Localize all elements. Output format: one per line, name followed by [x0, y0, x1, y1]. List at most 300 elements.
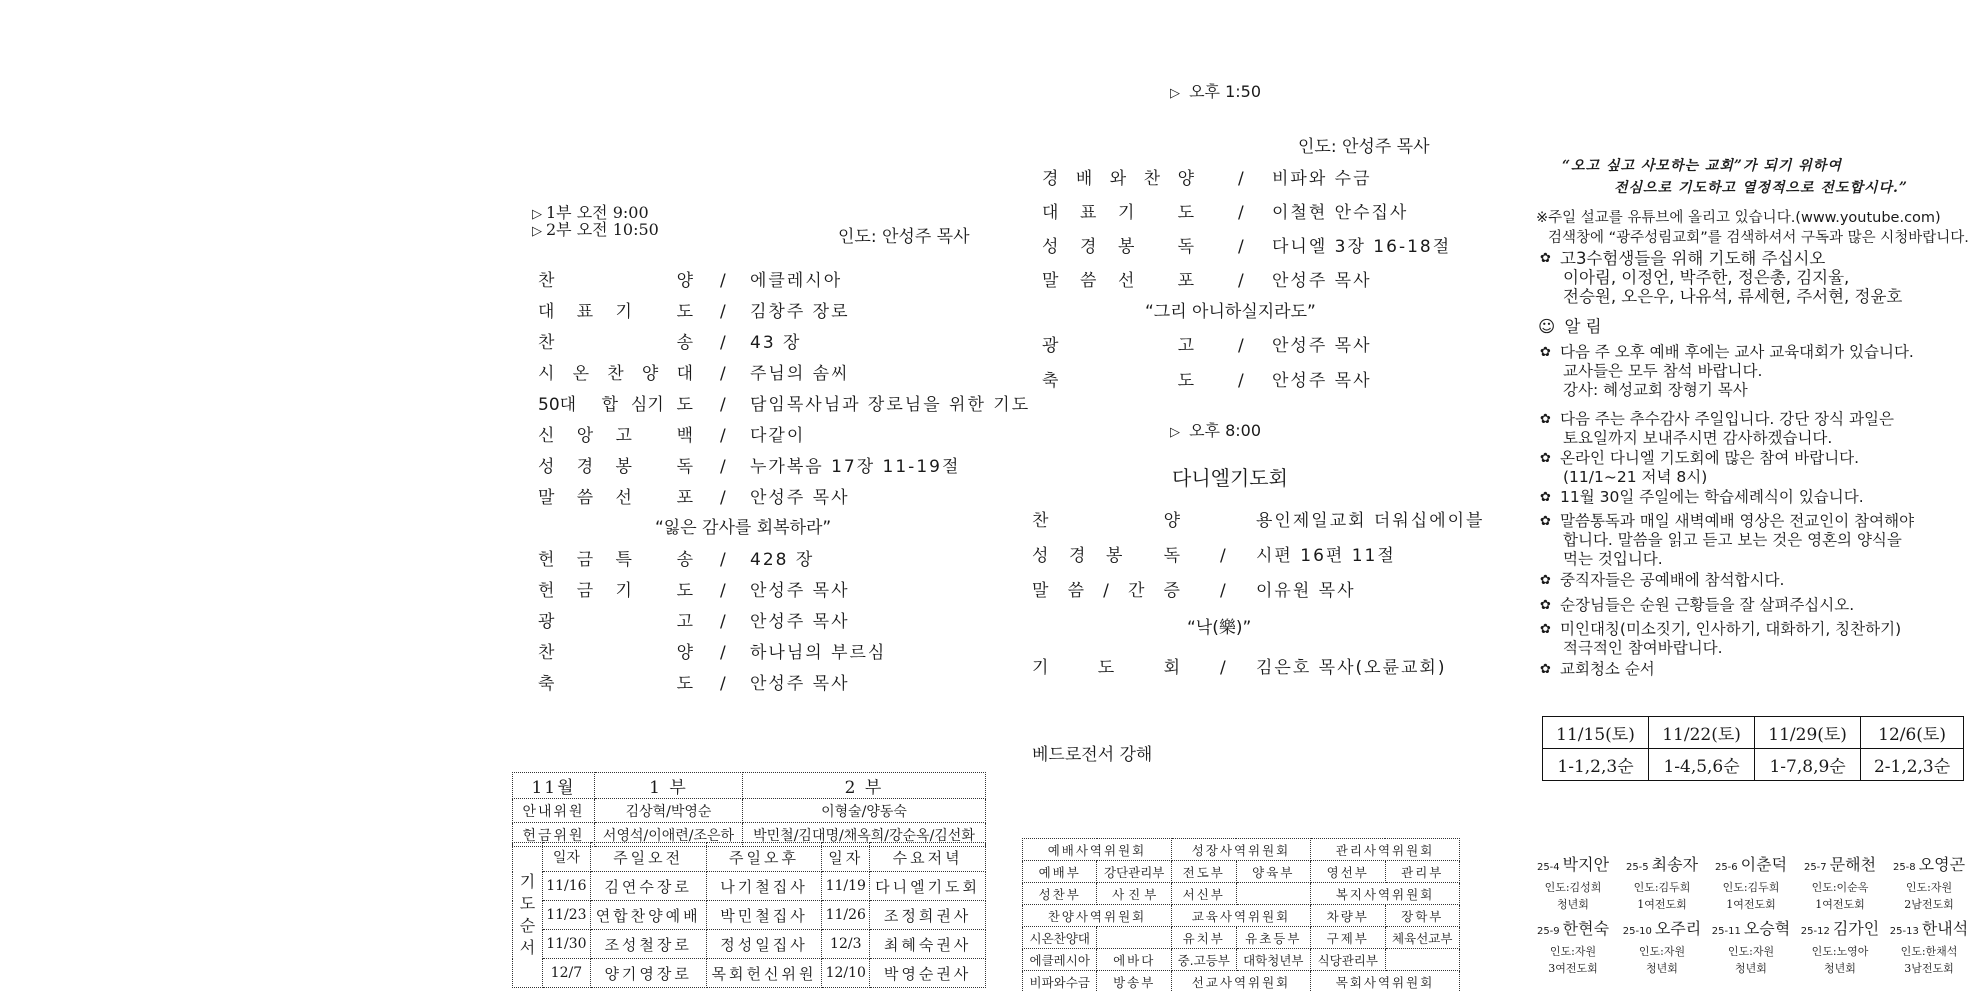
committee-cell: 예배사역위원회 — [1023, 839, 1172, 861]
label-char: 찬 — [538, 271, 555, 291]
separator: / — [720, 395, 726, 415]
announcement-text — [1560, 488, 1864, 507]
committee-cell: 목회사역위원회 — [1311, 971, 1460, 992]
triangle-right-icon: ▷ — [1170, 86, 1180, 101]
order-label — [538, 423, 693, 449]
separator: / — [720, 612, 726, 632]
separator: / — [720, 488, 726, 508]
member-group: 3여전도회 — [1548, 962, 1598, 975]
table-cell: 12/10 — [822, 959, 870, 988]
label-char: 대 — [676, 364, 693, 384]
table-cell: 나기철집사 — [706, 872, 822, 901]
label-char: 대 — [538, 302, 555, 322]
table-cell: 박영순권사 — [870, 959, 986, 988]
duty-role: 안내위원 — [513, 799, 595, 823]
flower-bullet-icon: ✿ — [1540, 662, 1551, 677]
member-guide: 인도:이순옥 — [1811, 881, 1869, 894]
order-row — [538, 547, 988, 573]
label-char: 봉 — [615, 457, 632, 477]
announcement-line: 온라인 다니엘 기도회에 많은 참여 바랍니다. — [1560, 449, 1860, 467]
afternoon-time — [1170, 83, 1261, 103]
order-value: 43 장 — [750, 333, 802, 353]
table-cell: 정성일집사 — [706, 930, 822, 959]
triangle-right-icon: ▷ — [532, 224, 542, 239]
table-cell: 김연수장로 — [590, 872, 706, 901]
member-name: 오승혁 — [1743, 919, 1791, 938]
flower-bullet-icon: ✿ — [1540, 345, 1551, 360]
table-cell: 최혜숙권사 — [870, 930, 986, 959]
label-char: 독 — [676, 457, 693, 477]
order-value: 안성주 목사 — [750, 674, 850, 694]
label-char: 시 — [538, 364, 555, 384]
committee-cell: 예배부 — [1023, 861, 1097, 883]
label-char: 50대 — [538, 395, 577, 415]
order-row — [1042, 268, 1462, 294]
announcement-line: 11월 30일 주일에는 학습세례식이 있습니다. — [1560, 488, 1864, 506]
member-number: 25-6 — [1714, 862, 1738, 873]
committee-cell: 구제부 — [1311, 927, 1385, 949]
announcement-line: 중직자들은 공예배에 참석합시다. — [1560, 571, 1785, 589]
prayer-request-title: 고3수험생들을 위해 기도해 주십시오 — [1560, 249, 1826, 268]
order-row — [538, 640, 988, 666]
order-value: 안성주 목사 — [1272, 271, 1372, 291]
separator: / — [1220, 658, 1226, 678]
order-label — [1042, 166, 1194, 192]
order-label — [538, 640, 693, 666]
triangle-right-icon: ▷ — [1170, 425, 1180, 440]
order-value: 김은호 목사(오륜교회) — [1256, 658, 1447, 678]
label-char: 말 — [1032, 581, 1049, 601]
label-char: 도 — [676, 395, 693, 415]
order-label — [538, 578, 693, 604]
table-cell: 조성철장로 — [590, 930, 706, 959]
flower-bullet-icon: ✿ — [1540, 514, 1551, 529]
label-char: 회 — [1163, 658, 1180, 678]
order-row — [1042, 333, 1462, 359]
order-label — [538, 671, 693, 697]
label-char: 봉 — [1106, 546, 1123, 566]
committee-cell: 복지사역위원회 — [1311, 883, 1460, 905]
label-char: 씀 — [1067, 581, 1084, 601]
label-char: 백 — [676, 426, 693, 446]
table-row — [1023, 861, 1460, 883]
label-char: 기 — [615, 581, 632, 601]
member-name: 한내석 — [1921, 919, 1969, 938]
prayer-request-names: 이아림, 이정언, 박주한, 정은총, 김지율, — [1563, 268, 1850, 287]
committee-cell: 영선부 — [1311, 861, 1385, 883]
smiley-icon: ☺ — [1538, 317, 1556, 336]
order-row — [538, 578, 988, 604]
announcement-text — [1560, 449, 1859, 487]
label-char: 경 — [1069, 546, 1086, 566]
separator: / — [720, 364, 726, 384]
prayer-schedule-table — [512, 842, 986, 988]
prayer-side-label: 기 도 순 서 — [513, 843, 543, 988]
member-group: 청년회 — [1735, 962, 1767, 975]
duty-month: 11월 — [513, 773, 595, 799]
order-value: 비파와 수금 — [1272, 169, 1372, 189]
order-value: 다같이 — [750, 426, 806, 446]
order-value: 시편 16편 11절 — [1256, 546, 1396, 566]
label-char: 도 — [1177, 203, 1194, 223]
new-member-card — [1619, 854, 1705, 913]
member-number: 25-8 — [1892, 862, 1916, 873]
announcement-line: 다음 주 오후 예배 후에는 교사 교육대회가 있습니다. — [1560, 343, 1914, 361]
member-number: 25-9 — [1536, 926, 1560, 937]
order-value: 하나님의 부르심 — [750, 643, 887, 663]
committee-cell: 전도부 — [1171, 861, 1236, 883]
member-guide: 인도:자원 — [1905, 881, 1953, 894]
label-char: 송 — [676, 550, 693, 570]
table-row — [513, 901, 986, 930]
table-row — [1023, 949, 1460, 971]
flower-bullet-icon: ✿ — [1540, 598, 1551, 613]
member-number: 25-13 — [1889, 926, 1919, 937]
duty-col1: 1 부 — [595, 773, 743, 799]
announcement-text — [1560, 571, 1784, 590]
label-char: 찬 — [538, 333, 555, 353]
order-label — [538, 485, 693, 511]
label-char: 광 — [1042, 336, 1059, 356]
announcement-line: 먹는 것입니다. — [1563, 550, 1663, 568]
member-name-line — [1886, 854, 1972, 879]
header-date: 일자 — [543, 843, 591, 872]
separator: / — [720, 426, 726, 446]
announcement-line: (11/1~21 저녁 8시) — [1563, 468, 1708, 486]
separator: / — [720, 302, 726, 322]
flower-bullet-icon: ✿ — [1540, 573, 1551, 588]
member-group: 2남전도회 — [1904, 898, 1954, 911]
member-name: 김가인 — [1832, 919, 1880, 938]
order-label — [538, 547, 693, 573]
table-cell: 연합찬양예배 — [590, 901, 706, 930]
label-char: 증 — [1163, 581, 1180, 601]
label-char: 씀 — [576, 488, 594, 508]
label-char: 고 — [676, 612, 693, 632]
order-row — [1032, 508, 1485, 534]
announcement-line: 합니다. 말씀을 읽고 듣고 보는 것은 영혼의 양식을 — [1563, 531, 1902, 549]
announcements-title: 알 림 — [1564, 317, 1602, 336]
separator: / — [1220, 546, 1226, 566]
label-char: 경 — [1042, 169, 1059, 189]
label-char: 표 — [1080, 203, 1097, 223]
order-value: 안성주 목사 — [1272, 336, 1372, 356]
time-text: 1부 오전 9:00 — [546, 203, 649, 222]
announcement-text — [1560, 512, 1914, 569]
table-cell: 12/3 — [822, 930, 870, 959]
member-guide: 인도:김두희 — [1722, 881, 1780, 894]
label-char: 성 — [1042, 237, 1059, 257]
member-guide: 인도:자원 — [1727, 945, 1775, 958]
announcement-line: 미인대칭(미소짓기, 인사하기, 대화하기, 칭찬하기) — [1560, 620, 1902, 638]
label-char: 헌 — [538, 581, 555, 601]
member-name-line — [1886, 918, 1972, 943]
announcement-line: 적극적인 참여바랍니다. — [1563, 639, 1723, 657]
prayer-request-names: 전승원, 오은우, 나유석, 류세현, 주서현, 정윤호 — [1563, 287, 1903, 306]
header-sunday-pm: 주일오후 — [706, 843, 822, 872]
order-row — [538, 330, 988, 356]
label-char: 찬 — [1032, 511, 1049, 531]
order-value: 안성주 목사 — [750, 612, 850, 632]
separator: / — [720, 333, 726, 353]
committee-cell: 성찬부 — [1023, 883, 1097, 905]
committee-cell — [1385, 949, 1460, 971]
new-member-card — [1797, 854, 1883, 913]
table-row — [1023, 905, 1460, 927]
order-row — [538, 671, 988, 697]
order-row — [538, 454, 988, 480]
order-row — [538, 268, 988, 294]
order-value: 에클레시아 — [750, 271, 843, 291]
cleaning-date: 11/15(토) — [1543, 717, 1649, 749]
member-name-line — [1797, 918, 1883, 943]
order-row — [1032, 543, 1462, 569]
motto-line-2: 전심으로 기도하고 열정적으로 전도합시다.” — [1614, 180, 1908, 196]
duty-table — [512, 772, 986, 847]
announcement-line: 강사: 혜성교회 장형기 목사 — [1563, 381, 1748, 399]
morning-time-2 — [532, 221, 659, 241]
order-label — [538, 299, 693, 325]
member-number: 25-5 — [1625, 862, 1649, 873]
order-row — [538, 485, 988, 511]
separator: / — [720, 643, 726, 663]
label-char: 경 — [576, 457, 594, 477]
label-char: 특 — [615, 550, 632, 570]
separator: / — [720, 581, 726, 601]
label-char: 축 — [538, 674, 555, 694]
committee-cell: 사 진 부 — [1097, 883, 1171, 905]
label-char: 찬 — [538, 643, 555, 663]
cleaning-date: 11/29(토) — [1755, 717, 1861, 749]
member-guide: 인도:김성희 — [1544, 881, 1602, 894]
committee-cell — [1236, 883, 1310, 905]
committee-cell: 관리사역위원회 — [1311, 839, 1460, 861]
label-char: 도 — [1177, 371, 1194, 391]
order-value: 주님의 솜씨 — [750, 364, 850, 384]
table-cell: 11/30 — [543, 930, 591, 959]
label-char: 광 — [538, 612, 555, 632]
order-label — [538, 454, 693, 480]
member-group: 청년회 — [1646, 962, 1678, 975]
cleaning-group: 1-4,5,6순 — [1649, 749, 1755, 781]
order-label — [1042, 234, 1194, 260]
label-char: 말 — [538, 488, 555, 508]
table-cell: 양기영장로 — [590, 959, 706, 988]
announcement-text — [1560, 660, 1655, 679]
time-text: 오후 1:50 — [1189, 82, 1262, 101]
label-char: 대 — [1042, 203, 1059, 223]
order-value: 김창주 장로 — [750, 302, 850, 322]
order-label — [1042, 268, 1194, 294]
member-guide: 인도:김두희 — [1633, 881, 1691, 894]
label-char: 말 — [1042, 271, 1059, 291]
label-char: 배 — [1075, 169, 1093, 189]
order-label — [1042, 200, 1194, 226]
cleaning-group: 1-1,2,3순 — [1543, 749, 1649, 781]
member-guide: 인도:노영아 — [1811, 945, 1869, 958]
flower-bullet-icon: ✿ — [1540, 622, 1551, 637]
member-name: 오영곤 — [1918, 855, 1966, 874]
separator: / — [1238, 237, 1244, 257]
label-char: 선 — [615, 488, 632, 508]
committee-cell: 에클레시아 — [1023, 949, 1097, 971]
new-member-card — [1530, 918, 1616, 977]
time-text: 오후 8:00 — [1189, 421, 1262, 440]
member-group: 1여전도회 — [1726, 898, 1776, 911]
committee-cell: 성장사역위원회 — [1171, 839, 1310, 861]
table-row — [513, 930, 986, 959]
label-char: 씀 — [1080, 271, 1097, 291]
new-member-card — [1619, 918, 1705, 977]
announcement-line: 순장님들은 순원 근황들을 잘 살펴주십시오. — [1560, 596, 1855, 614]
morning-sermon-title: “잃은 감사를 회복하라” — [655, 518, 832, 538]
table-cell: 다니엘기도회 — [870, 872, 986, 901]
table-row — [1023, 927, 1460, 949]
header-wednesday: 수요저녁 — [870, 843, 986, 872]
order-value: 용인제일교회 더워십에이블 — [1256, 511, 1485, 531]
member-number: 25-4 — [1536, 862, 1560, 873]
label-char: 독 — [1177, 237, 1194, 257]
label-char: 간 — [1127, 581, 1145, 601]
member-guide: 인도:한채석 — [1900, 945, 1958, 958]
member-name-line — [1708, 854, 1794, 879]
label-char: 성 — [1032, 546, 1049, 566]
header-date-2: 일자 — [822, 843, 870, 872]
cleaning-group: 2-1,2,3순 — [1861, 749, 1964, 781]
label-char: 찬 — [607, 364, 624, 384]
order-row — [1032, 578, 1462, 604]
announcement-text — [1560, 343, 1914, 400]
member-number: 25-7 — [1803, 862, 1827, 873]
label-char: 양 — [641, 364, 659, 384]
order-row — [538, 392, 1031, 418]
label-char: 양 — [1163, 511, 1180, 531]
separator: / — [720, 457, 726, 477]
separator: / — [1238, 169, 1244, 189]
committee-cell: 교육사역위원회 — [1171, 905, 1310, 927]
member-name: 박지안 — [1562, 855, 1610, 874]
label-char: 기 — [615, 302, 632, 322]
label-char: 표 — [576, 302, 594, 322]
committee-cell: 관리부 — [1385, 861, 1460, 883]
order-label — [1032, 578, 1180, 604]
member-guide: 인도:자원 — [1638, 945, 1686, 958]
member-name-line — [1530, 854, 1616, 879]
member-group: 1여전도회 — [1815, 898, 1865, 911]
flower-bullet-icon: ✿ — [1540, 451, 1551, 466]
table-cell: 박민철집사 — [706, 901, 822, 930]
member-guide: 인도:자원 — [1549, 945, 1597, 958]
announcement-line: 토요일까지 보내주시면 감사하겠습니다. — [1563, 429, 1833, 447]
committee-cell: 서신부 — [1171, 883, 1236, 905]
committee-cell: 차량부 — [1311, 905, 1385, 927]
evening-time — [1170, 422, 1261, 442]
duty-first: 서영석/이애련/조은하 — [595, 823, 743, 847]
label-char: 포 — [676, 488, 693, 508]
member-name: 문해천 — [1829, 855, 1877, 874]
order-row — [1032, 655, 1462, 681]
morning-leader: 인도: 안성주 목사 — [838, 227, 970, 247]
evening-sermon-title: “낙(樂)” — [1187, 618, 1252, 638]
label-char: 선 — [1118, 271, 1135, 291]
new-member-card — [1886, 918, 1972, 977]
committee-table — [1022, 838, 1460, 992]
separator: / — [720, 550, 726, 570]
label-char: 도 — [676, 302, 693, 322]
label-char: 기 — [1032, 658, 1049, 678]
table-row — [513, 872, 986, 901]
committee-cell: 유치부 — [1171, 927, 1236, 949]
order-label — [538, 330, 693, 356]
separator: / — [720, 674, 726, 694]
order-label — [1032, 543, 1180, 569]
triangle-right-icon: ▷ — [532, 207, 542, 222]
time-text: 2부 오전 10:50 — [546, 220, 659, 239]
duty-second: 이형술/양동숙 — [743, 799, 986, 823]
youtube-line-1: ※주일 설교를 유튜브에 올리고 있습니다.(www.youtube.com) — [1536, 210, 1941, 226]
order-label — [538, 268, 693, 294]
flower-bullet-icon: ✿ — [1540, 412, 1551, 427]
duty-role: 헌금위원 — [513, 823, 595, 847]
order-label — [1042, 368, 1194, 394]
table-row — [1023, 971, 1460, 992]
header-sunday-am: 주일오전 — [590, 843, 706, 872]
member-name-line — [1619, 854, 1705, 879]
announcement-line: 교사들은 모두 참석 바랍니다. — [1563, 362, 1763, 380]
committee-cell: 식당관리부 — [1311, 949, 1385, 971]
duty-col2: 2 부 — [743, 773, 986, 799]
member-name: 이춘덕 — [1740, 855, 1788, 874]
label-char: 독 — [1163, 546, 1180, 566]
announcement-line: 말씀통독과 매일 새벽예배 영상은 전교인이 참여해야 — [1560, 512, 1915, 530]
committee-cell: 찬양사역위원회 — [1023, 905, 1172, 927]
new-member-card — [1797, 918, 1883, 977]
new-member-card — [1530, 854, 1616, 913]
member-name-line — [1530, 918, 1616, 943]
label-char: 고 — [1177, 336, 1194, 356]
separator: / — [1238, 271, 1244, 291]
order-row — [1042, 166, 1462, 192]
table-cell: 목회헌신위원 — [706, 959, 822, 988]
label-char: 성 — [538, 457, 555, 477]
committee-cell: 강단관리부 — [1097, 861, 1171, 883]
label-char: 축 — [1042, 371, 1059, 391]
order-value: 이유원 목사 — [1256, 581, 1356, 601]
order-value: 다니엘 3장 16-18절 — [1272, 237, 1452, 257]
new-member-card — [1708, 854, 1794, 913]
committee-cell: 선교사역위원회 — [1171, 971, 1310, 992]
member-number: 25-11 — [1711, 926, 1741, 937]
table-cell: 11/16 — [543, 872, 591, 901]
order-row — [538, 299, 988, 325]
label-char: 경 — [1080, 237, 1097, 257]
label-char: 봉 — [1118, 237, 1135, 257]
member-name-line — [1708, 918, 1794, 943]
order-value: 안성주 목사 — [750, 488, 850, 508]
committee-cell: 중.고등부 — [1171, 949, 1236, 971]
committee-cell: 유초등부 — [1236, 927, 1310, 949]
label-char: 고 — [615, 426, 632, 446]
committee-cell: 대학청년부 — [1236, 949, 1310, 971]
label-char: 포 — [1177, 271, 1194, 291]
order-row — [1042, 368, 1462, 394]
announcements-header — [1538, 313, 1602, 337]
order-row — [538, 361, 988, 387]
committee-cell: 시온찬양대 — [1023, 927, 1097, 949]
youtube-line-2: 검색창에 “광주성림교회”를 검색하셔서 구독과 많은 시청바랍니다. — [1548, 230, 1969, 246]
separator: / — [1238, 203, 1244, 223]
order-value: 이철현 안수집사 — [1272, 203, 1409, 223]
